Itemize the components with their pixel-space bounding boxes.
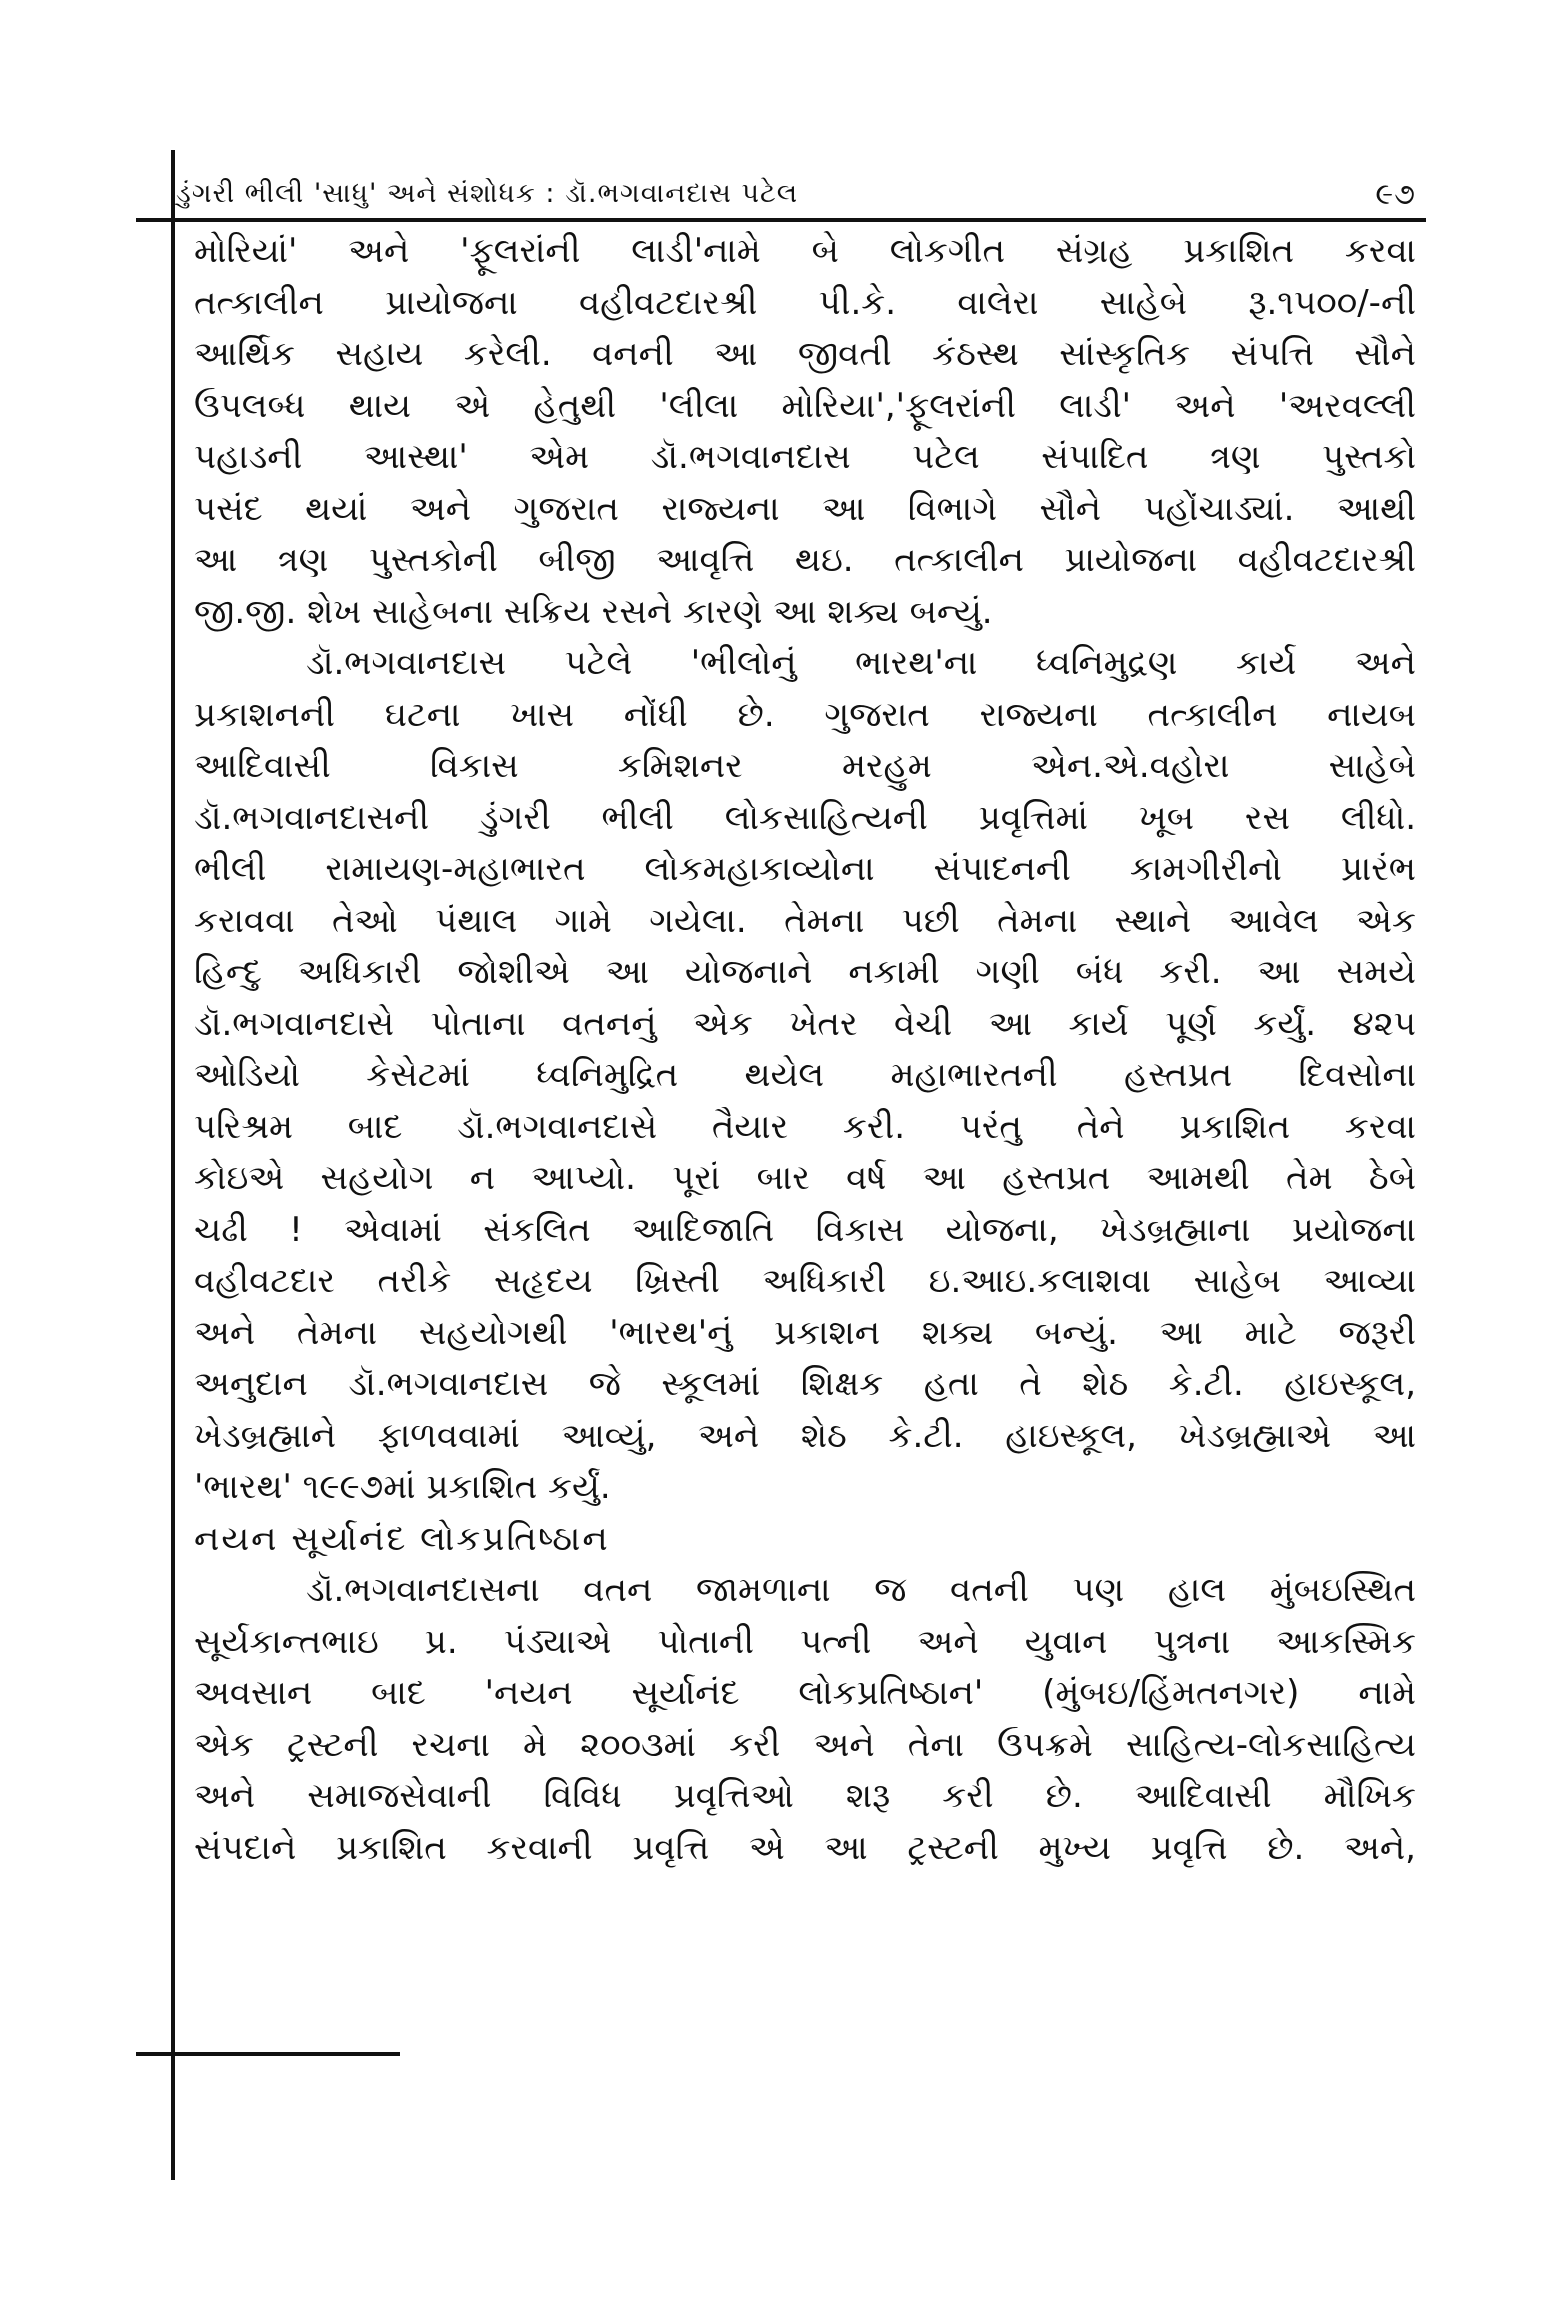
text-line: ચઢી ! એવામાં સંકલિત આદિજાતિ વિકાસ યોજના, ખેડબ્રહ્માના પ્રયોજના <box>194 1209 1416 1250</box>
text-line: અવસાન બાદ 'નયન સૂર્યાનંદ લોકપ્રતિષ્ઠાન' (મુંબઇ/હિંમતનગર) નામે <box>194 1673 1416 1713</box>
left-margin-rule <box>171 150 175 2180</box>
text-line: મોરિયાં' અને 'ફૂલરાંની લાડી'નામે બે લોકગીત સંગ્રહ પ્રકાશિત કરવા <box>194 231 1416 271</box>
text-line: સંપદાને પ્રકાશિત કરવાની પ્રવૃત્તિ એ આ ટ્રસ્ટની મુખ્ય પ્રવૃત્તિ છે. અને, <box>194 1827 1416 1868</box>
text-line: પસંદ થયાં અને ગુજરાત રાજ્યના આ વિભાગે સૌને પહોંચાડ્યાં. આથી <box>194 488 1416 529</box>
text-line: અને સમાજસેવાની વિવિધ પ્રવૃત્તિઓ શરૂ કરી છે. આદિવાસી મૌખિક <box>194 1776 1416 1816</box>
text-line: આ ત્રણ પુસ્તકોની બીજી આવૃત્તિ થઇ. તત્કાલીન પ્રાયોજના વહીવટદારશ્રી <box>194 540 1416 580</box>
text-line: જી.જી. શેખ સાહેબના સક્રિય રસને કારણે આ શક્ય બન્યું. <box>194 591 993 632</box>
running-header-title: ડુંગરી ભીલી 'સાધુ' અને સંશોધક : ડૉ.ભગવાનદાસ પટેલ <box>176 178 799 209</box>
text-line: કોઇએ સહયોગ ન આપ્યો. પૂરાં બાર વર્ષ આ હસ્તપ્રત આમથી તેમ ઠેબે <box>194 1158 1416 1198</box>
text-line: ભીલી રામાયણ-મહાભારત લોકમહાકાવ્યોના સંપાદનની કામગીરીનો પ્રારંભ <box>194 849 1416 889</box>
text-line: અનુદાન ડૉ.ભગવાનદાસ જે સ્કૂલમાં શિક્ષક હતા તે શેઠ કે.ટી. હાઇસ્કૂલ, <box>194 1364 1416 1404</box>
text-line: ઉપલબ્ધ થાય એ હેતુથી 'લીલા મોરિયા','ફૂલરાંની લાડી' અને 'અરવલ્લી <box>194 385 1416 426</box>
text-line: સૂર્યકાન્તભાઇ પ્ર. પંડ્યાએ પોતાની પત્ની અને યુવાન પુત્રના આકસ્મિક <box>194 1621 1416 1662</box>
text-line: અને તેમના સહયોગથી 'ભારથ'નું પ્રકાશન શક્ય બન્યું. આ માટે જરૂરી <box>194 1312 1416 1353</box>
page-number: ૯૭ <box>1375 176 1416 212</box>
text-line: ડૉ.ભગવાનદાસના વતન જામળાના જ વતની પણ હાલ મુંબઇસ્થિત <box>306 1570 1416 1610</box>
text-line: ડૉ.ભગવાનદાસે પોતાના વતનનું એક ખેતર વેચી આ કાર્ય પૂર્ણ કર્યું. ૪૨૫ <box>194 1003 1416 1044</box>
text-line: ખેડબ્રહ્માને ફાળવવામાં આવ્યું, અને શેઠ કે.ટી. હાઇસ્કૂલ, ખેડબ્રહ્માએ આ <box>194 1415 1416 1456</box>
header-rule <box>136 218 1426 222</box>
text-line: ડૉ.ભગવાનદાસની ડુંગરી ભીલી લોકસાહિત્યની પ્રવૃત્તિમાં ખૂબ રસ લીધો. <box>194 797 1416 838</box>
text-line: 'ભારથ' ૧૯૯૭માં પ્રકાશિત કર્યું. <box>194 1467 611 1507</box>
body-text <box>194 226 1416 1874</box>
running-header <box>176 172 1416 216</box>
text-line: ઓડિયો કેસેટમાં ધ્વનિમુદ્રિત થયેલ મહાભારતની હસ્તપ્રત દિવસોના <box>194 1055 1416 1095</box>
text-line: ડૉ.ભગવાનદાસ પટેલે 'ભીલોનું ભારથ'ના ધ્વનિમુદ્રણ કાર્ય અને <box>306 643 1416 683</box>
text-line: પરિશ્રમ બાદ ડૉ.ભગવાનદાસે તૈયાર કરી. પરંતુ તેને પ્રકાશિત કરવા <box>194 1106 1416 1147</box>
section-heading: નયન સૂર્યાનંદ લોકપ્રતિષ્ઠાન <box>194 1518 610 1559</box>
text-line: આર્થિક સહાય કરેલી. વનની આ જીવતી કંઠસ્થ સાંસ્કૃતિક સંપત્તિ સૌને <box>194 334 1416 374</box>
text-line: એક ટ્રસ્ટની રચના મે ૨૦૦૩માં કરી અને તેના ઉપક્રમે સાહિત્ય-લોકસાહિત્ય <box>194 1724 1416 1765</box>
footer-rule <box>136 2052 400 2056</box>
text-line: કરાવવા તેઓ પંથાલ ગામે ગયેલા. તેમના પછી તેમના સ્થાને આવેલ એક <box>194 900 1416 941</box>
text-line: પહાડની આસ્થા' એમ ડૉ.ભગવાનદાસ પટેલ સંપાદિત ત્રણ પુસ્તકો <box>194 437 1416 477</box>
text-line: હિન્દુ અધિકારી જોશીએ આ યોજનાને નકામી ગણી બંધ કરી. આ સમયે <box>194 952 1416 992</box>
text-line: વહીવટદાર તરીકે સહૃદય ખ્રિસ્તી અધિકારી ઇ.આઇ.કલાશવા સાહેબ આવ્યા <box>194 1261 1416 1301</box>
text-line: પ્રકાશનની ઘટના ખાસ નોંધી છે. ગુજરાત રાજ્યના તત્કાલીન નાયબ <box>194 694 1416 735</box>
text-line: તત્કાલીન પ્રાયોજના વહીવટદારશ્રી પી.કે. વાલેરા સાહેબે રૂ.૧૫૦૦/-ની <box>194 282 1416 323</box>
text-line: આદિવાસી વિકાસ કમિશનર મરહુમ એન.એ.વહોરા સાહેબે <box>194 746 1416 786</box>
